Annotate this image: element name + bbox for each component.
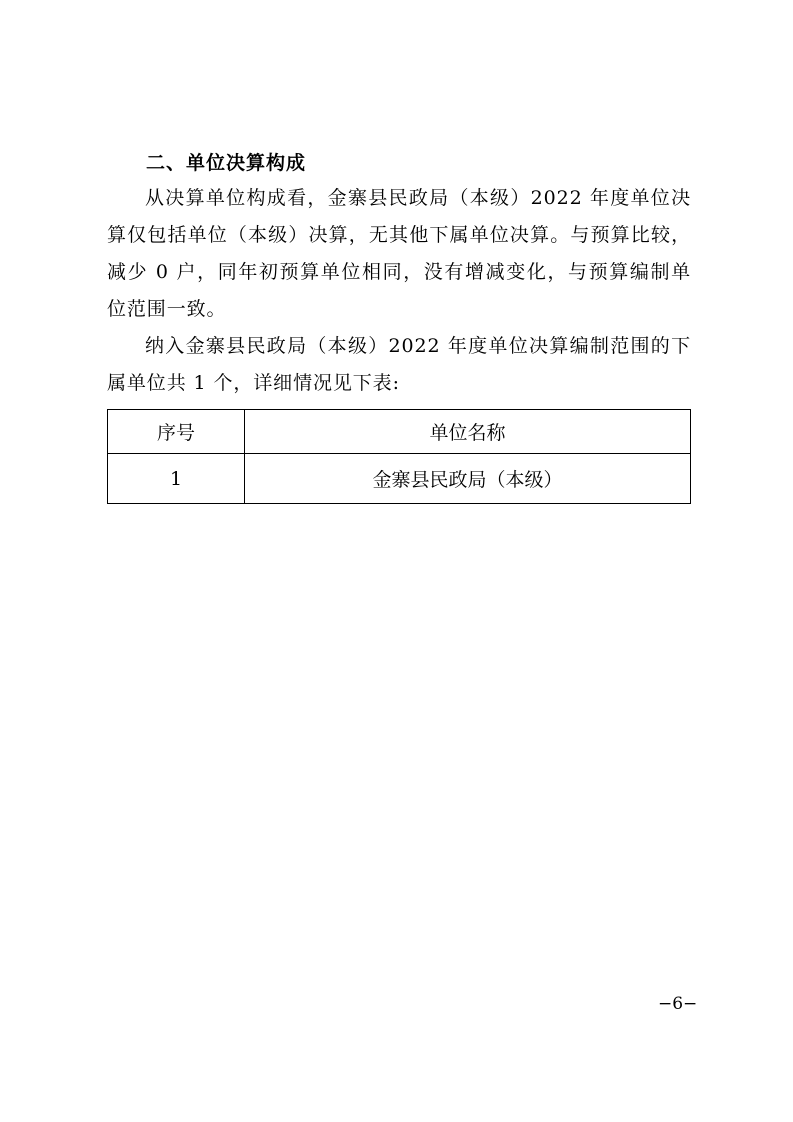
header-unit-name: 单位名称 (245, 410, 691, 454)
unit-table (107, 409, 691, 504)
header-index: 序号 (108, 410, 245, 454)
table-row (108, 454, 691, 504)
cell-index: 1 (108, 454, 245, 504)
paragraph-unit-composition: 从决算单位构成看，金寨县民政局（本级）2022 年度单位决算仅包括单位（本级）决算，无其他下属单位决算。与预算比较，减少 0 户，同年初预算单位相同，没有增减变化，与预算编制单位范围一致。 (107, 187, 691, 320)
cell-unit-name: 金寨县民政局（本级） (245, 454, 691, 504)
page-number: −6− (658, 994, 698, 1014)
paragraph-unit-scope: 纳入金寨县民政局（本级）2022 年度单位决算编制范围的下属单位共 1 个，详细情况见下表: (107, 335, 691, 394)
section-heading: 二、单位决算构成 (146, 152, 307, 174)
table-header-row (108, 410, 691, 454)
